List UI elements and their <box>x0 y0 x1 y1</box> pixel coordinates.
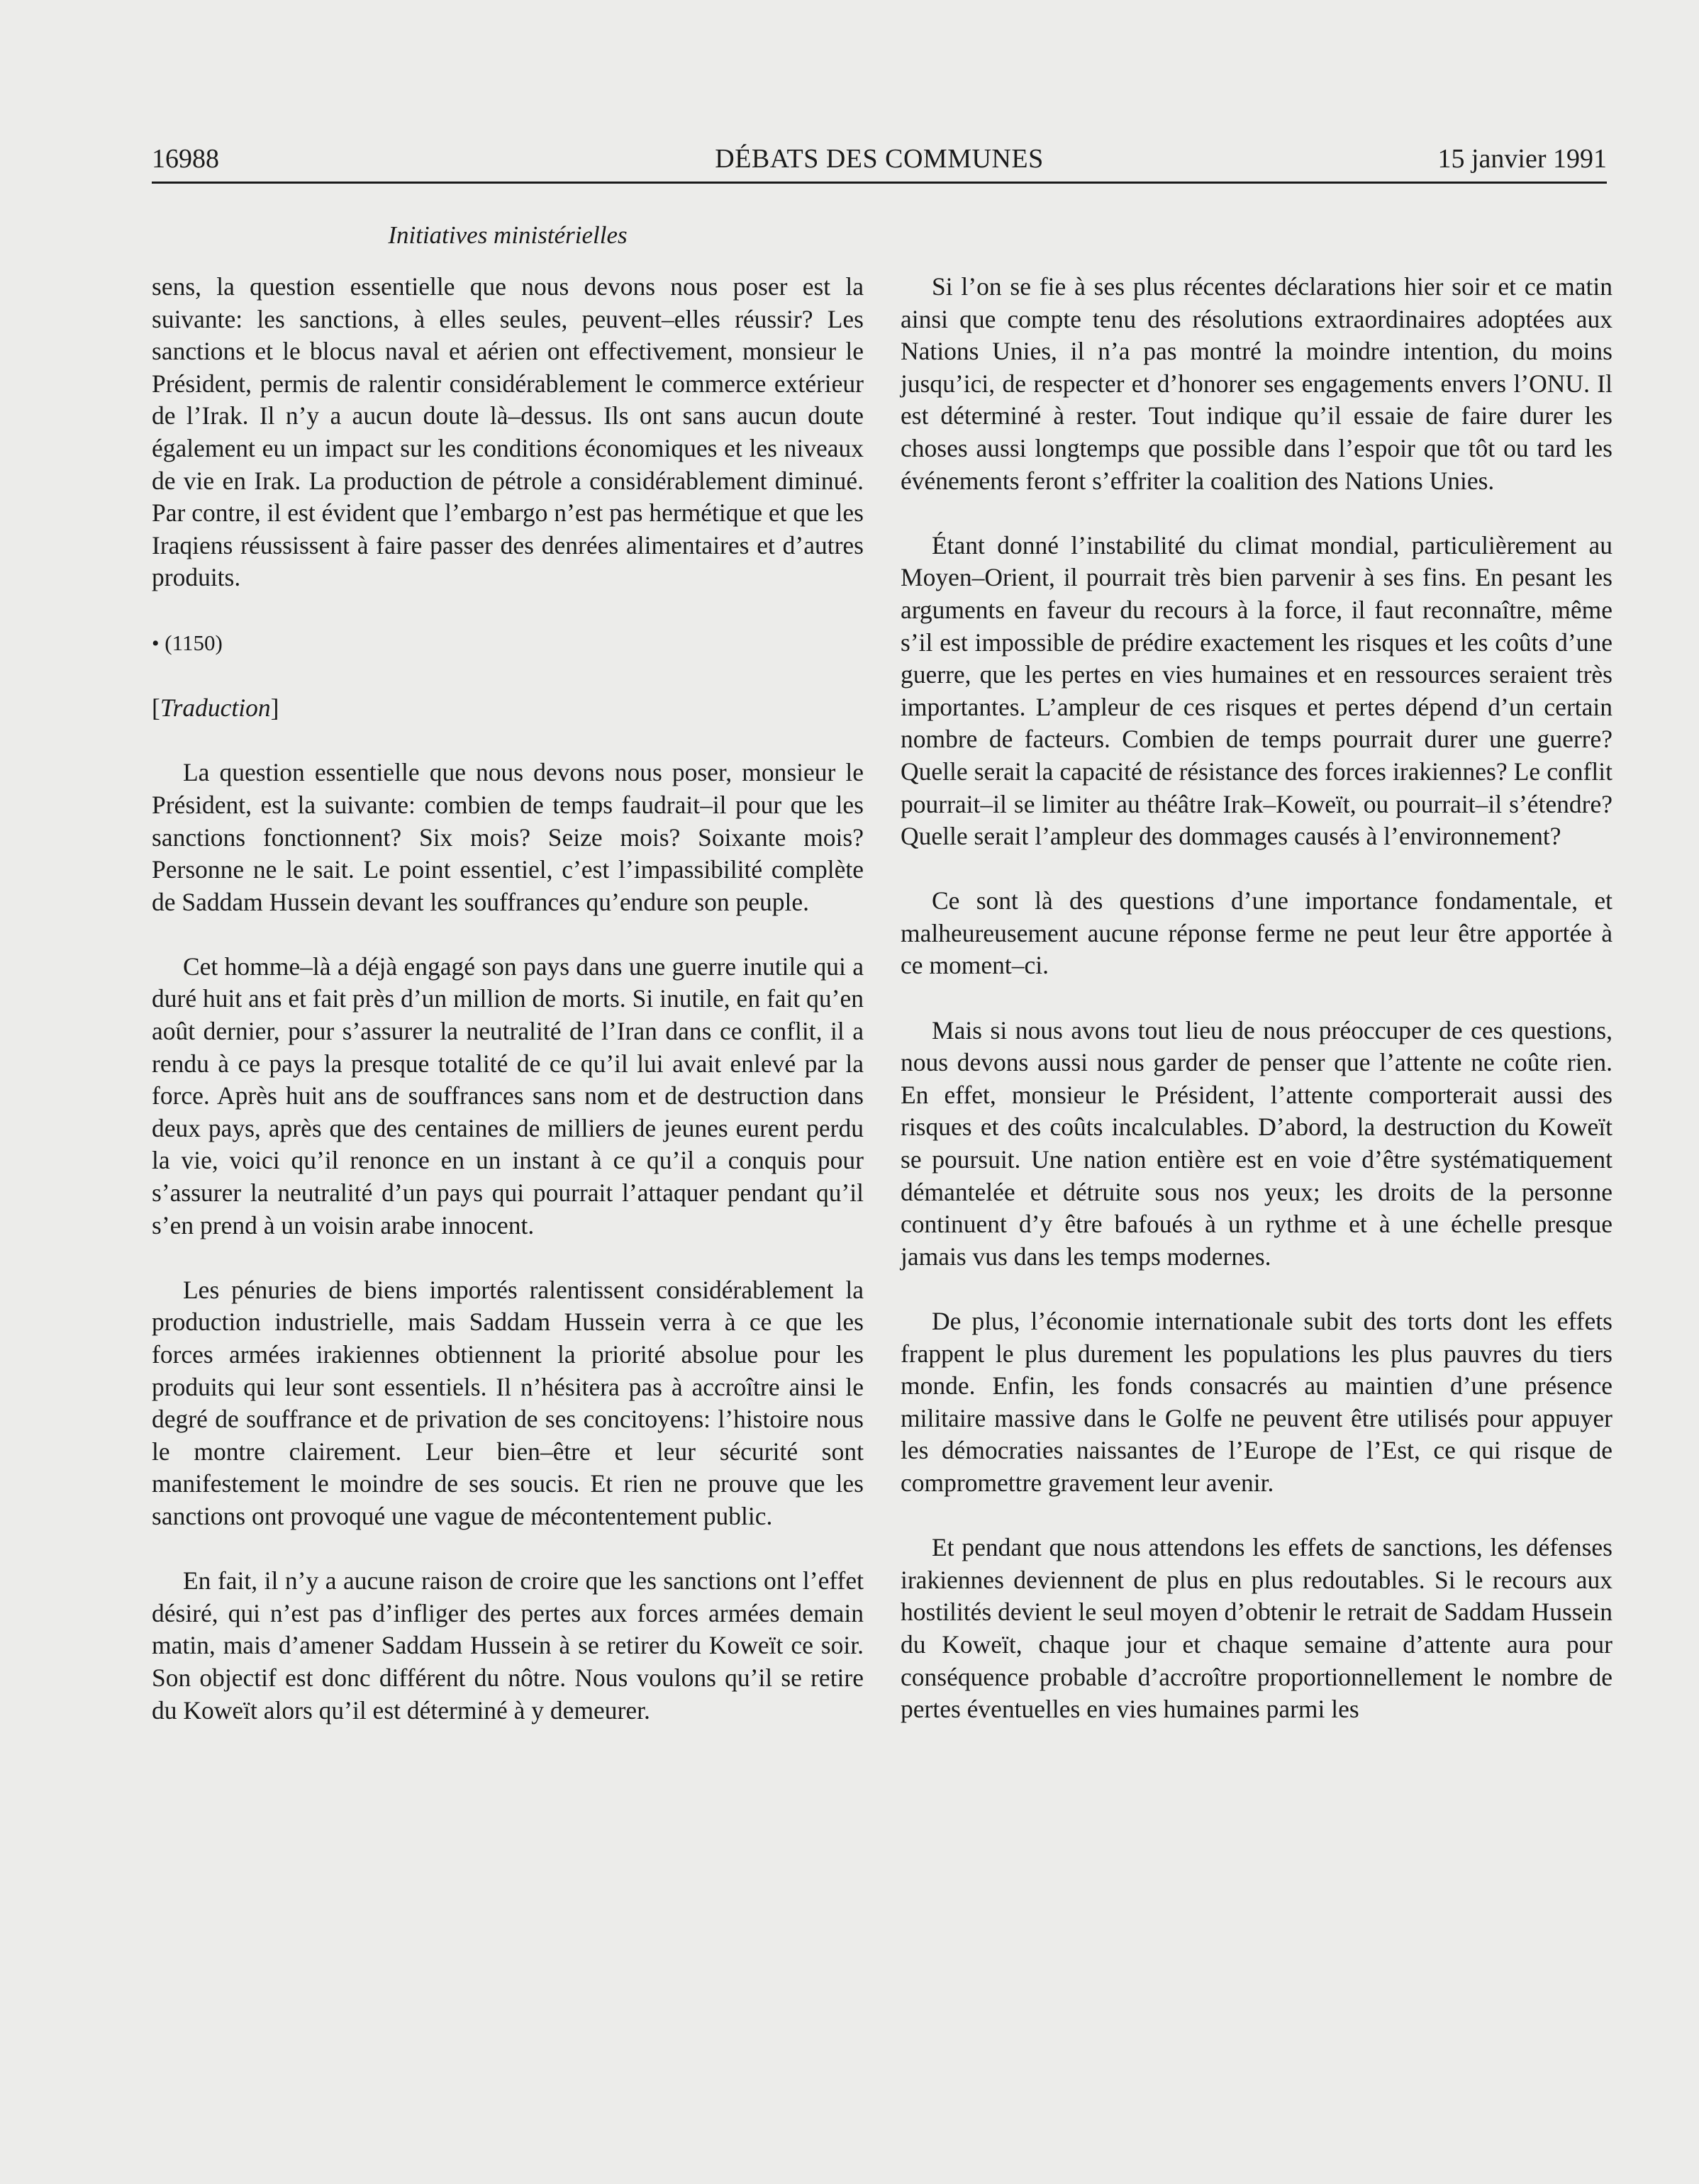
header-rule <box>152 182 1607 184</box>
page-header <box>152 139 1607 179</box>
paragraph: Ce sont là des questions d’une importance fondamentale, et malheureusement aucune réponse ferme ne peut leur être apportée à ce moment–ci. <box>901 886 1612 980</box>
time-marker <box>152 627 864 660</box>
bracket-open: [ <box>152 693 160 723</box>
left-column <box>152 271 864 1759</box>
paragraph: Les pénuries de biens importés ralentissent considérablement la production industrielle, mais Saddam Hussein verra à ce que les forces armées irakiennes obtiennent la priorité absolue pour les produits qui leur sont essentiels. Il n’hésitera pas à accroître ainsi le degré de souffrance et de privation de ses concitoyens: l’histoire nous le montre clairement. Leur bien–être et leur sécurité sont manifestement le moindre de ses soucis. Et rien ne prouve que les sanctions ont provoqué une vague de mécontentement public. <box>152 1275 864 1530</box>
bullet-icon: • <box>152 631 160 655</box>
paragraph: En fait, il n’y a aucune raison de croire que les sanctions ont l’effet désiré, qui n’est pas d’infliger des pertes aux forces armées demain matin, mais d’amener Saddam Hussein à se retirer du Koweït ce soir. Son objectif est donc différent du nôtre. Nous voulons qu’il se retire du Koweït alors qu’il est déterminé à y demeurer. <box>152 1566 864 1725</box>
paragraph: sens, la question essentielle que nous devons nous poser est la suivante: les sanctions, à elles seules, peuvent–elles réussir? Les sanctions et le blocus naval et aérien ont effectivement, monsieur le Président, permis de ralentir considérablement le commerce extérieur de l’Irak. Il n’y a aucun doute là–dessus. Ils ont sans aucun doute également eu un impact sur les conditions économiques et les niveaux de vie en Irak. La production de pétrole a considérablement diminué. Par contre, il est évident que l’embargo n’est pas hermétique et que les Iraqiens réussissent à faire passer des denrées alimentaires et d’autres produits. <box>152 272 864 592</box>
paragraph: Et pendant que nous attendons les effets de sanctions, les défenses irakiennes deviennent de plus en plus redoutables. Si le recours aux hostilités devient le seul moyen d’obtenir le retrait de Saddam Hussein du Koweït, chaque jour et chaque semaine d’attente aura pour conséquence probable d’accroître proportionnellement le nombre de pertes éventuelles en vies humaines parmi les <box>901 1533 1612 1724</box>
traduction-label <box>152 692 864 725</box>
paragraph: Mais si nous avons tout lieu de nous préoccuper de ces questions, nous devons aussi nous garder de penser que l’attente ne coûte rien. En effet, monsieur le Président, l’attente comporterait aussi des risques et des coûts incalculables. D’abord, la destruction du Koweït se poursuit. Une nation entière est en voie d’être systématiquement démantelée et détruite sous nos yeux; les droits de la personne continuent d’y être bafoués à un rythme et à une échelle presque jamais vus dans les temps modernes. <box>901 1015 1612 1271</box>
bracket-close: ] <box>270 693 279 723</box>
section-title: Initiatives ministérielles <box>388 221 628 249</box>
page-number: 16988 <box>152 144 219 174</box>
right-column <box>901 271 1612 1758</box>
paragraph: Cet homme–là a déjà engagé son pays dans une guerre inutile qui a duré huit ans et fait près d’un million de morts. Si inutile, en fait qu’en août dernier, pour s’assurer la neutralité de l’Iran dans ce conflit, il a rendu à ce pays la presque totalité de ce qu’il lui avait enlevé par la force. Après huit ans de souffrances sans nom et de destruction dans deux pays, après que des centaines de milliers de jeunes eurent perdu la vie, voici qu’il renonce en un instant à ce qu’il a conquis pour s’assurer la neutralité d’un pays qui pourrait l’attaquer pendant qu’il s’en prend à un voisin arabe innocent. <box>152 952 864 1239</box>
paragraph: De plus, l’économie internationale subit des torts dont les effets frappent le plus durement les populations les plus pauvres du tiers monde. Enfin, les fonds consacrés au maintien d’une présence militaire massive dans le Golfe ne peuvent être utilisés pour appuyer les démocraties naissantes de l’Europe de l’Est, ce qui risque de compromettre gravement leur avenir. <box>901 1307 1612 1497</box>
publication-title: DÉBATS DES COMMUNES <box>715 144 1044 174</box>
paragraph: Si l’on se fie à ses plus récentes déclarations hier soir et ce matin ainsi que compte tenu des résolutions extraordinaires adoptées aux Nations Unies, il n’a pas montré la moindre intention, du moins jusqu’ici, de respecter et d’honorer ses engagements envers l’ONU. Il est déterminé à rester. Tout indique qu’il essaie de faire durer les choses aussi longtemps que possible dans l’espoir que tôt ou tard les événements feront s’effriter la coalition des Nations Unies. <box>901 272 1612 495</box>
publication-date: 15 janvier 1991 <box>1437 144 1607 174</box>
time-stamp: (1150) <box>165 630 223 655</box>
paragraph: Étant donné l’instabilité du climat mondial, particulièrement au Moyen–Orient, il pourrait très bien parvenir à ses fins. En pesant les arguments en faveur du recours à la force, il faut reconnaître, même s’il est impossible de prédire exactement les risques et les coûts d’une guerre, que les pertes en vies humaines et en ressources seraient très importantes. L’ampleur de ces risques et pertes dépend d’un certain nombre de facteurs. Combien de temps pourrait durer une guerre? Quelle serait la capacité de résistance des forces irakiennes? Le conflit pourrait–il se limiter au théâtre Irak–Koweït, ou pourrait–il s’étendre? Quelle serait l’ampleur des dommages causés à l’environnement? <box>901 530 1612 851</box>
paragraph: La question essentielle que nous devons nous poser, monsieur le Président, est la suivante: combien de temps faudrait–il pour que les sanctions fonctionnent? Six mois? Seize mois? Soixante mois? Personne ne le sait. Le point essentiel, c’est l’impassibilité complète de Saddam Hussein devant les souffrances qu’endure son peuple. <box>152 758 864 916</box>
traduction-word: Traduction <box>160 693 271 723</box>
